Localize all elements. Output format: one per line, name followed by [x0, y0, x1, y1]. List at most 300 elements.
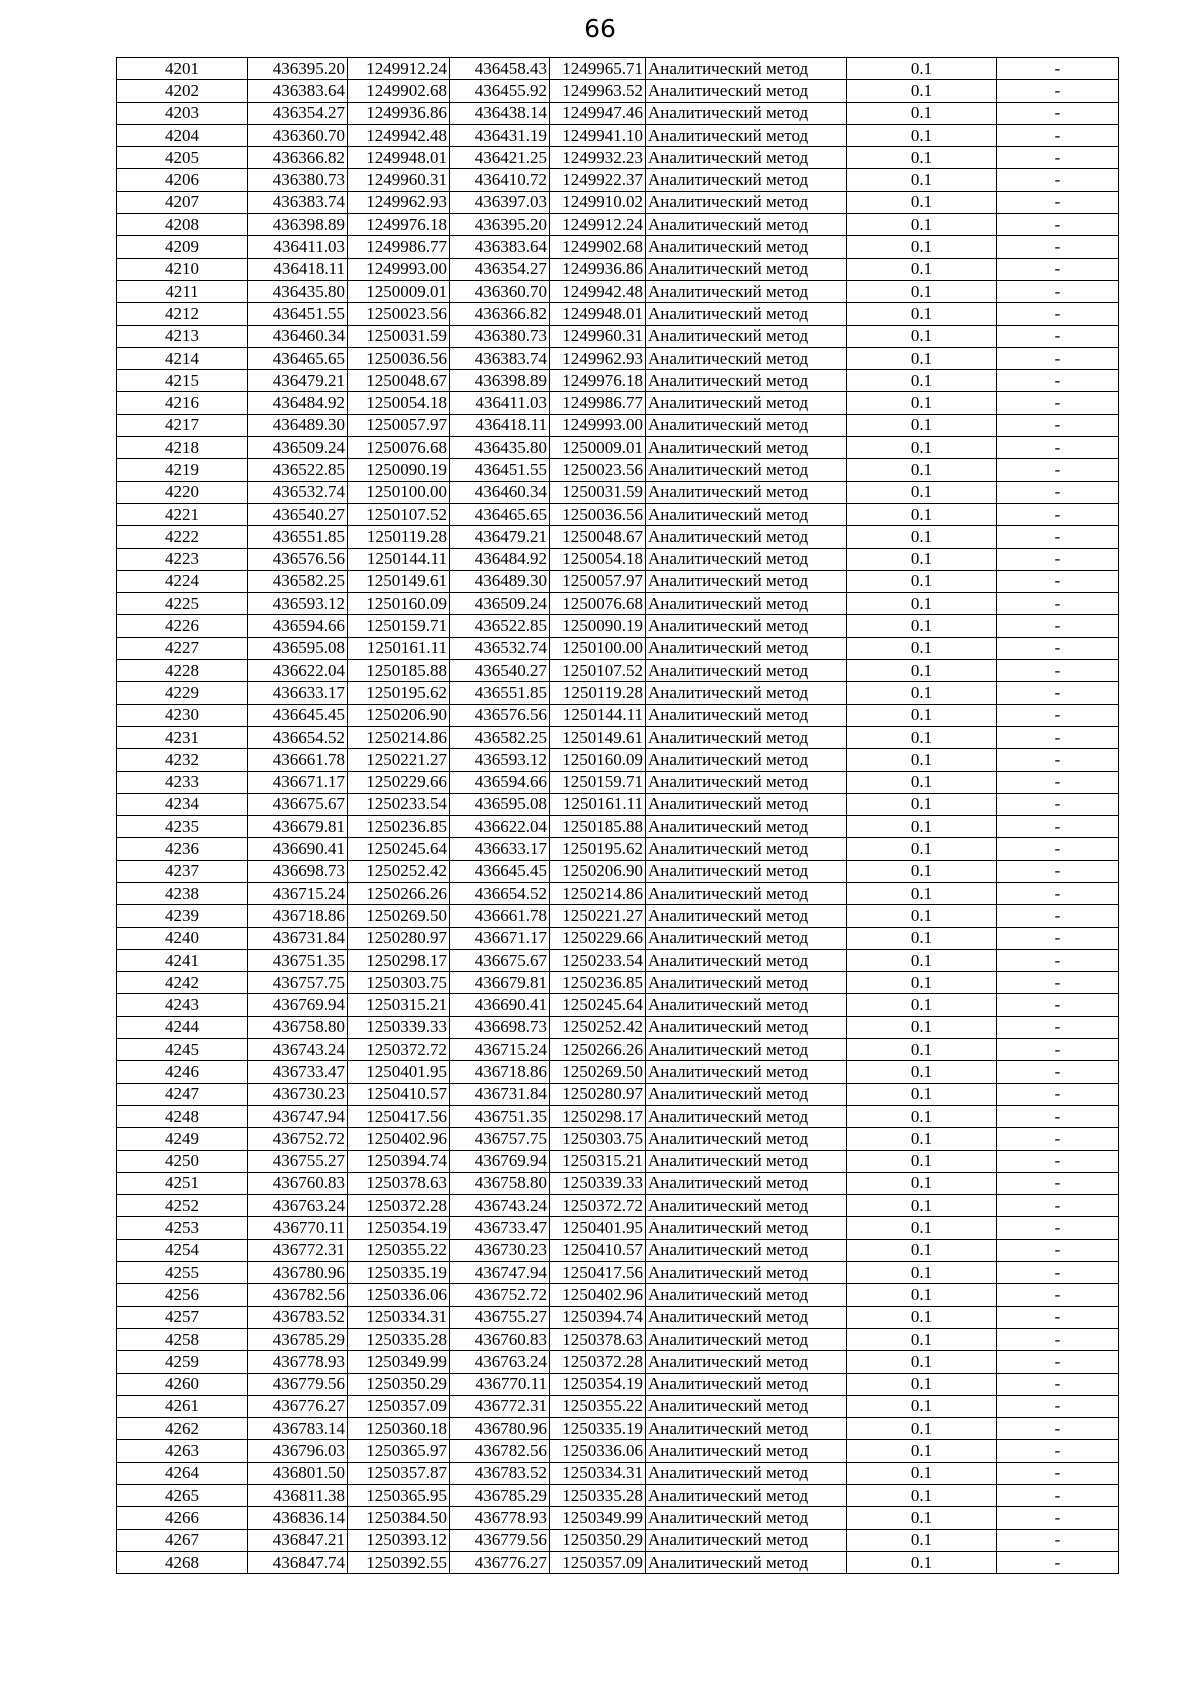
- table-row: [117, 994, 1119, 1016]
- cell-method: Аналитический метод: [646, 169, 847, 191]
- cell-y-start: 1249993.00: [348, 258, 450, 280]
- cell-y-end: 1250090.19: [550, 615, 646, 637]
- cell-y-end: 1250335.19: [550, 1418, 646, 1440]
- cell-note: -: [997, 147, 1119, 169]
- table-row: [117, 1306, 1119, 1328]
- table-row: [117, 214, 1119, 236]
- cell-y-start: 1250144.11: [348, 548, 450, 570]
- cell-note: -: [997, 303, 1119, 325]
- cell-x-end: 436645.45: [450, 860, 550, 882]
- cell-precision: 0.1: [847, 1351, 997, 1373]
- cell-precision: 0.1: [847, 1262, 997, 1284]
- cell-point-number: 4228: [117, 660, 248, 682]
- table-row: [117, 124, 1119, 146]
- cell-method: Аналитический метод: [646, 147, 847, 169]
- cell-y-end: 1250339.33: [550, 1172, 646, 1194]
- cell-precision: 0.1: [847, 1128, 997, 1150]
- cell-note: -: [997, 1395, 1119, 1417]
- cell-y-start: 1250350.29: [348, 1373, 450, 1395]
- cell-y-end: 1250048.67: [550, 526, 646, 548]
- cell-x-end: 436731.84: [450, 1083, 550, 1105]
- cell-y-end: 1250410.57: [550, 1239, 646, 1261]
- cell-method: Аналитический метод: [646, 1551, 847, 1573]
- cell-point-number: 4220: [117, 481, 248, 503]
- cell-y-start: 1249912.24: [348, 58, 450, 80]
- cell-precision: 0.1: [847, 1150, 997, 1172]
- cell-precision: 0.1: [847, 1395, 997, 1417]
- cell-x-start: 436690.41: [248, 838, 348, 860]
- cell-y-end: 1250214.86: [550, 882, 646, 904]
- cell-precision: 0.1: [847, 1239, 997, 1261]
- cell-x-end: 436633.17: [450, 838, 550, 860]
- cell-precision: 0.1: [847, 793, 997, 815]
- table-row: [117, 726, 1119, 748]
- cell-y-end: 1250149.61: [550, 726, 646, 748]
- cell-method: Аналитический метод: [646, 1373, 847, 1395]
- cell-note: -: [997, 191, 1119, 213]
- cell-x-end: 436509.24: [450, 593, 550, 615]
- cell-x-end: 436760.83: [450, 1328, 550, 1350]
- cell-method: Аналитический метод: [646, 927, 847, 949]
- cell-method: Аналитический метод: [646, 570, 847, 592]
- cell-note: -: [997, 392, 1119, 414]
- cell-precision: 0.1: [847, 1529, 997, 1551]
- table-row: [117, 169, 1119, 191]
- cell-x-start: 436783.14: [248, 1418, 348, 1440]
- cell-x-start: 436460.34: [248, 325, 348, 347]
- table-row: [117, 102, 1119, 124]
- cell-point-number: 4201: [117, 58, 248, 80]
- cell-y-start: 1250076.68: [348, 437, 450, 459]
- table-row: [117, 147, 1119, 169]
- cell-x-start: 436380.73: [248, 169, 348, 191]
- cell-point-number: 4209: [117, 236, 248, 258]
- cell-x-end: 436783.52: [450, 1462, 550, 1484]
- cell-method: Аналитический метод: [646, 771, 847, 793]
- cell-point-number: 4263: [117, 1440, 248, 1462]
- cell-method: Аналитический метод: [646, 682, 847, 704]
- cell-x-start: 436743.24: [248, 1039, 348, 1061]
- cell-x-end: 436755.27: [450, 1306, 550, 1328]
- cell-y-end: 1249948.01: [550, 303, 646, 325]
- cell-method: Аналитический метод: [646, 1306, 847, 1328]
- cell-x-start: 436783.52: [248, 1306, 348, 1328]
- cell-point-number: 4214: [117, 347, 248, 369]
- cell-precision: 0.1: [847, 972, 997, 994]
- cell-precision: 0.1: [847, 147, 997, 169]
- cell-y-start: 1250100.00: [348, 481, 450, 503]
- cell-precision: 0.1: [847, 1485, 997, 1507]
- cell-y-end: 1250161.11: [550, 793, 646, 815]
- cell-x-end: 436757.75: [450, 1128, 550, 1150]
- cell-note: -: [997, 771, 1119, 793]
- cell-x-end: 436698.73: [450, 1016, 550, 1038]
- cell-point-number: 4262: [117, 1418, 248, 1440]
- table-row: [117, 1039, 1119, 1061]
- cell-x-end: 436671.17: [450, 927, 550, 949]
- cell-point-number: 4245: [117, 1039, 248, 1061]
- table-row: [117, 637, 1119, 659]
- cell-y-end: 1250036.56: [550, 503, 646, 525]
- cell-method: Аналитический метод: [646, 637, 847, 659]
- table-row: [117, 481, 1119, 503]
- table-row: [117, 1351, 1119, 1373]
- cell-x-start: 436661.78: [248, 749, 348, 771]
- table-row: [117, 236, 1119, 258]
- cell-point-number: 4244: [117, 1016, 248, 1038]
- cell-y-end: 1250159.71: [550, 771, 646, 793]
- cell-x-end: 436465.65: [450, 503, 550, 525]
- table-row: [117, 392, 1119, 414]
- cell-point-number: 4257: [117, 1306, 248, 1328]
- cell-x-start: 436465.65: [248, 347, 348, 369]
- cell-note: -: [997, 1083, 1119, 1105]
- cell-x-start: 436772.31: [248, 1239, 348, 1261]
- cell-x-end: 436451.55: [450, 459, 550, 481]
- cell-x-start: 436785.29: [248, 1328, 348, 1350]
- cell-point-number: 4235: [117, 816, 248, 838]
- cell-x-end: 436532.74: [450, 637, 550, 659]
- cell-x-start: 436360.70: [248, 124, 348, 146]
- table-row: [117, 1195, 1119, 1217]
- cell-y-end: 1250236.85: [550, 972, 646, 994]
- cell-precision: 0.1: [847, 124, 997, 146]
- cell-x-end: 436418.11: [450, 414, 550, 436]
- cell-point-number: 4206: [117, 169, 248, 191]
- cell-method: Аналитический метод: [646, 593, 847, 615]
- page-number: 66: [584, 14, 616, 43]
- cell-precision: 0.1: [847, 1418, 997, 1440]
- cell-method: Аналитический метод: [646, 949, 847, 971]
- cell-note: -: [997, 236, 1119, 258]
- cell-y-start: 1250119.28: [348, 526, 450, 548]
- cell-x-start: 436733.47: [248, 1061, 348, 1083]
- cell-note: -: [997, 325, 1119, 347]
- cell-note: -: [997, 1105, 1119, 1127]
- cell-y-start: 1250372.28: [348, 1195, 450, 1217]
- cell-note: -: [997, 593, 1119, 615]
- cell-point-number: 4267: [117, 1529, 248, 1551]
- cell-point-number: 4253: [117, 1217, 248, 1239]
- table-row: [117, 258, 1119, 280]
- cell-x-start: 436836.14: [248, 1507, 348, 1529]
- cell-note: -: [997, 660, 1119, 682]
- cell-x-end: 436431.19: [450, 124, 550, 146]
- cell-method: Аналитический метод: [646, 1395, 847, 1417]
- cell-x-end: 436438.14: [450, 102, 550, 124]
- cell-x-start: 436751.35: [248, 949, 348, 971]
- cell-x-start: 436411.03: [248, 236, 348, 258]
- cell-x-end: 436582.25: [450, 726, 550, 748]
- cell-precision: 0.1: [847, 860, 997, 882]
- cell-point-number: 4221: [117, 503, 248, 525]
- cell-x-start: 436698.73: [248, 860, 348, 882]
- cell-precision: 0.1: [847, 704, 997, 726]
- cell-y-end: 1250349.99: [550, 1507, 646, 1529]
- cell-note: -: [997, 1284, 1119, 1306]
- cell-x-start: 436747.94: [248, 1105, 348, 1127]
- cell-note: -: [997, 1485, 1119, 1507]
- cell-point-number: 4250: [117, 1150, 248, 1172]
- cell-precision: 0.1: [847, 214, 997, 236]
- table-row: [117, 303, 1119, 325]
- table-row: [117, 526, 1119, 548]
- cell-y-end: 1249941.10: [550, 124, 646, 146]
- cell-x-start: 436758.80: [248, 1016, 348, 1038]
- cell-point-number: 4251: [117, 1172, 248, 1194]
- cell-point-number: 4247: [117, 1083, 248, 1105]
- cell-x-end: 436763.24: [450, 1351, 550, 1373]
- cell-x-end: 436690.41: [450, 994, 550, 1016]
- cell-x-end: 436397.03: [450, 191, 550, 213]
- cell-note: -: [997, 927, 1119, 949]
- cell-x-start: 436593.12: [248, 593, 348, 615]
- table-row: [117, 949, 1119, 971]
- cell-y-end: 1250009.01: [550, 437, 646, 459]
- cell-note: -: [997, 102, 1119, 124]
- cell-x-end: 436751.35: [450, 1105, 550, 1127]
- cell-note: -: [997, 1016, 1119, 1038]
- table-row: [117, 860, 1119, 882]
- cell-y-end: 1250252.42: [550, 1016, 646, 1038]
- cell-y-start: 1250195.62: [348, 682, 450, 704]
- cell-point-number: 4224: [117, 570, 248, 592]
- cell-method: Аналитический метод: [646, 660, 847, 682]
- cell-x-start: 436398.89: [248, 214, 348, 236]
- cell-precision: 0.1: [847, 816, 997, 838]
- cell-method: Аналитический метод: [646, 1217, 847, 1239]
- cell-precision: 0.1: [847, 102, 997, 124]
- cell-precision: 0.1: [847, 637, 997, 659]
- cell-y-end: 1250107.52: [550, 660, 646, 682]
- cell-y-end: 1250233.54: [550, 949, 646, 971]
- cell-precision: 0.1: [847, 169, 997, 191]
- cell-x-end: 436489.30: [450, 570, 550, 592]
- table-row: [117, 80, 1119, 102]
- cell-x-start: 436595.08: [248, 637, 348, 659]
- cell-method: Аналитический метод: [646, 793, 847, 815]
- cell-method: Аналитический метод: [646, 816, 847, 838]
- cell-y-start: 1250378.63: [348, 1172, 450, 1194]
- cell-y-start: 1249902.68: [348, 80, 450, 102]
- table-row: [117, 1418, 1119, 1440]
- cell-method: Аналитический метод: [646, 1351, 847, 1373]
- cell-y-start: 1250245.64: [348, 838, 450, 860]
- cell-y-end: 1250054.18: [550, 548, 646, 570]
- cell-method: Аналитический метод: [646, 1462, 847, 1484]
- cell-x-start: 436779.56: [248, 1373, 348, 1395]
- cell-point-number: 4233: [117, 771, 248, 793]
- cell-x-end: 436540.27: [450, 660, 550, 682]
- cell-method: Аналитический метод: [646, 392, 847, 414]
- cell-x-end: 436383.64: [450, 236, 550, 258]
- cell-x-end: 436411.03: [450, 392, 550, 414]
- cell-note: -: [997, 1507, 1119, 1529]
- cell-x-end: 436395.20: [450, 214, 550, 236]
- cell-point-number: 4226: [117, 615, 248, 637]
- table-row: [117, 749, 1119, 771]
- cell-note: -: [997, 972, 1119, 994]
- cell-x-start: 436782.56: [248, 1284, 348, 1306]
- cell-y-start: 1250036.56: [348, 347, 450, 369]
- cell-y-start: 1250372.72: [348, 1039, 450, 1061]
- cell-note: -: [997, 1328, 1119, 1350]
- cell-x-end: 436747.94: [450, 1262, 550, 1284]
- cell-y-end: 1250144.11: [550, 704, 646, 726]
- cell-y-end: 1250229.66: [550, 927, 646, 949]
- cell-x-start: 436418.11: [248, 258, 348, 280]
- cell-x-end: 436398.89: [450, 370, 550, 392]
- cell-note: -: [997, 169, 1119, 191]
- table-row: [117, 1529, 1119, 1551]
- cell-x-start: 436366.82: [248, 147, 348, 169]
- table-row: [117, 927, 1119, 949]
- cell-method: Аналитический метод: [646, 1440, 847, 1462]
- cell-x-end: 436654.52: [450, 882, 550, 904]
- cell-note: -: [997, 1039, 1119, 1061]
- cell-x-start: 436778.93: [248, 1351, 348, 1373]
- cell-point-number: 4210: [117, 258, 248, 280]
- cell-y-start: 1250360.18: [348, 1418, 450, 1440]
- cell-method: Аналитический метод: [646, 749, 847, 771]
- cell-point-number: 4264: [117, 1462, 248, 1484]
- cell-precision: 0.1: [847, 503, 997, 525]
- cell-point-number: 4255: [117, 1262, 248, 1284]
- cell-x-end: 436380.73: [450, 325, 550, 347]
- table-row: [117, 905, 1119, 927]
- cell-precision: 0.1: [847, 370, 997, 392]
- table-row: [117, 838, 1119, 860]
- cell-y-start: 1250031.59: [348, 325, 450, 347]
- cell-x-end: 436733.47: [450, 1217, 550, 1239]
- cell-y-start: 1250107.52: [348, 503, 450, 525]
- cell-x-end: 436593.12: [450, 749, 550, 771]
- cell-point-number: 4213: [117, 325, 248, 347]
- cell-method: Аналитический метод: [646, 882, 847, 904]
- cell-y-start: 1250357.09: [348, 1395, 450, 1417]
- cell-note: -: [997, 860, 1119, 882]
- table-row: [117, 660, 1119, 682]
- cell-x-end: 436410.72: [450, 169, 550, 191]
- table-row: [117, 1485, 1119, 1507]
- cell-point-number: 4217: [117, 414, 248, 436]
- cell-y-start: 1250266.26: [348, 882, 450, 904]
- cell-point-number: 4208: [117, 214, 248, 236]
- cell-y-end: 1250185.88: [550, 816, 646, 838]
- cell-x-end: 436679.81: [450, 972, 550, 994]
- cell-method: Аналитический метод: [646, 481, 847, 503]
- cell-method: Аналитический метод: [646, 704, 847, 726]
- cell-note: -: [997, 1418, 1119, 1440]
- table-row: [117, 615, 1119, 637]
- cell-y-end: 1250335.28: [550, 1485, 646, 1507]
- cell-note: -: [997, 1351, 1119, 1373]
- cell-y-end: 1250334.31: [550, 1462, 646, 1484]
- table-row: [117, 704, 1119, 726]
- cell-point-number: 4218: [117, 437, 248, 459]
- table-row: [117, 1462, 1119, 1484]
- cell-y-start: 1249936.86: [348, 102, 450, 124]
- cell-point-number: 4261: [117, 1395, 248, 1417]
- cell-note: -: [997, 481, 1119, 503]
- table-row: [117, 1262, 1119, 1284]
- cell-y-start: 1250365.97: [348, 1440, 450, 1462]
- cell-y-start: 1250090.19: [348, 459, 450, 481]
- cell-note: -: [997, 370, 1119, 392]
- cell-y-end: 1250354.19: [550, 1373, 646, 1395]
- cell-y-start: 1250161.11: [348, 637, 450, 659]
- cell-note: -: [997, 58, 1119, 80]
- cell-x-end: 436779.56: [450, 1529, 550, 1551]
- cell-y-end: 1250350.29: [550, 1529, 646, 1551]
- cell-y-end: 1249963.52: [550, 80, 646, 102]
- cell-x-start: 436671.17: [248, 771, 348, 793]
- cell-y-start: 1250354.19: [348, 1217, 450, 1239]
- cell-note: -: [997, 637, 1119, 659]
- cell-method: Аналитический метод: [646, 347, 847, 369]
- cell-note: -: [997, 548, 1119, 570]
- cell-y-start: 1249942.48: [348, 124, 450, 146]
- table-row: [117, 1239, 1119, 1261]
- cell-y-start: 1249948.01: [348, 147, 450, 169]
- cell-method: Аналитический метод: [646, 972, 847, 994]
- cell-y-start: 1250048.67: [348, 370, 450, 392]
- table-row: [117, 1440, 1119, 1462]
- cell-precision: 0.1: [847, 280, 997, 302]
- cell-note: -: [997, 503, 1119, 525]
- table-row: [117, 347, 1119, 369]
- cell-x-end: 436551.85: [450, 682, 550, 704]
- cell-x-start: 436757.75: [248, 972, 348, 994]
- cell-x-end: 436661.78: [450, 905, 550, 927]
- cell-point-number: 4204: [117, 124, 248, 146]
- table-row: [117, 548, 1119, 570]
- cell-y-end: 1250298.17: [550, 1105, 646, 1127]
- cell-y-end: 1250378.63: [550, 1328, 646, 1350]
- cell-x-start: 436576.56: [248, 548, 348, 570]
- cell-precision: 0.1: [847, 459, 997, 481]
- cell-y-start: 1250334.31: [348, 1306, 450, 1328]
- cell-x-end: 436354.27: [450, 258, 550, 280]
- cell-x-end: 436622.04: [450, 816, 550, 838]
- cell-x-start: 436654.52: [248, 726, 348, 748]
- table-row: [117, 882, 1119, 904]
- cell-point-number: 4242: [117, 972, 248, 994]
- cell-x-start: 436522.85: [248, 459, 348, 481]
- cell-x-end: 436435.80: [450, 437, 550, 459]
- cell-precision: 0.1: [847, 481, 997, 503]
- cell-y-start: 1250410.57: [348, 1083, 450, 1105]
- cell-x-end: 436360.70: [450, 280, 550, 302]
- cell-note: -: [997, 1529, 1119, 1551]
- cell-y-start: 1249976.18: [348, 214, 450, 236]
- cell-x-start: 436509.24: [248, 437, 348, 459]
- cell-point-number: 4203: [117, 102, 248, 124]
- cell-precision: 0.1: [847, 1373, 997, 1395]
- cell-y-start: 1250149.61: [348, 570, 450, 592]
- cell-note: -: [997, 1128, 1119, 1150]
- cell-note: -: [997, 214, 1119, 236]
- cell-point-number: 4236: [117, 838, 248, 860]
- cell-y-end: 1249922.37: [550, 169, 646, 191]
- table-row: [117, 58, 1119, 80]
- cell-x-end: 436576.56: [450, 704, 550, 726]
- cell-precision: 0.1: [847, 258, 997, 280]
- table-row: [117, 793, 1119, 815]
- cell-y-start: 1250221.27: [348, 749, 450, 771]
- cell-precision: 0.1: [847, 1016, 997, 1038]
- table-row: [117, 280, 1119, 302]
